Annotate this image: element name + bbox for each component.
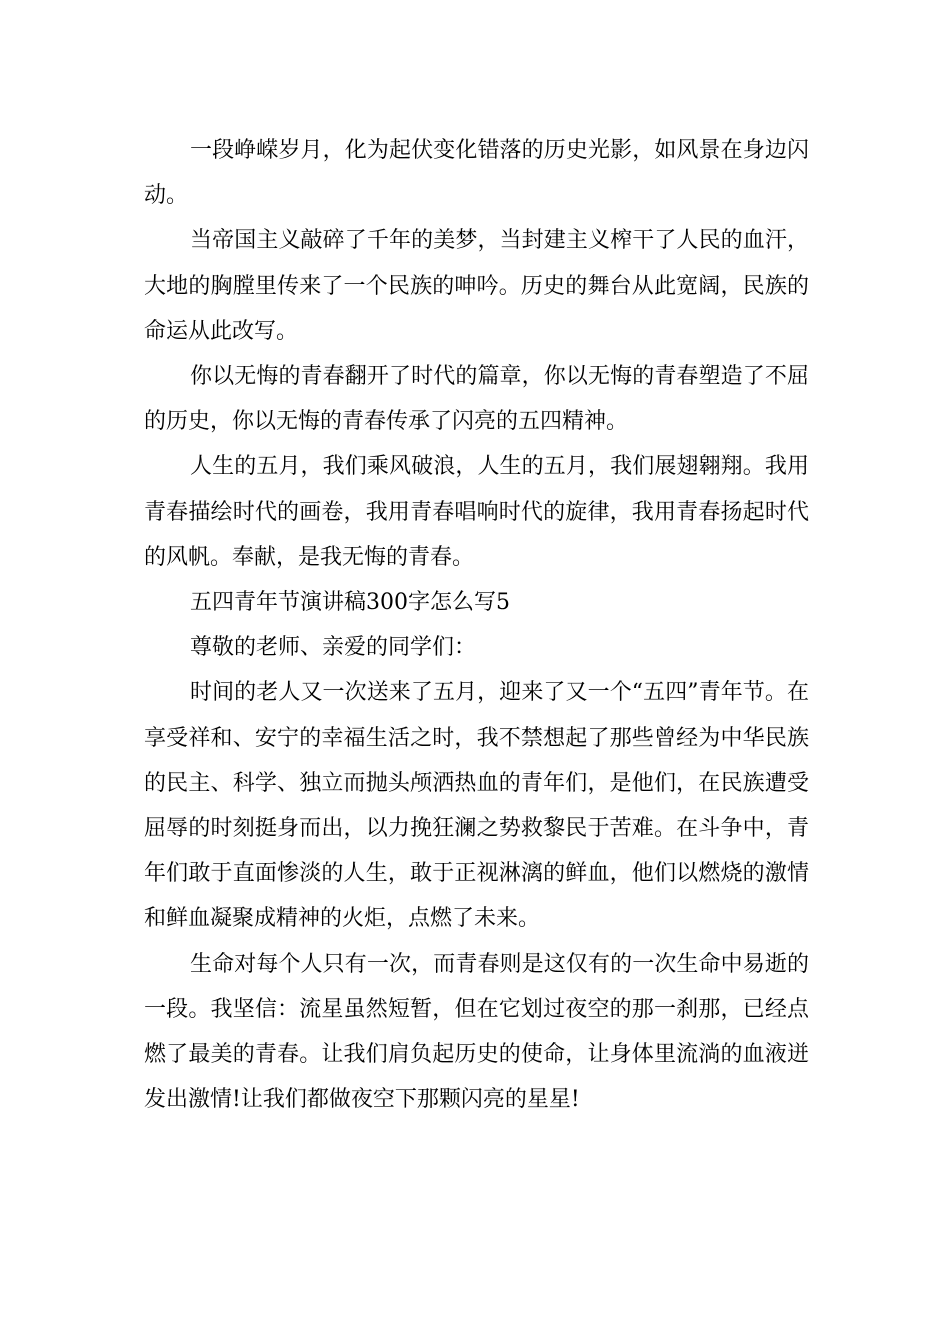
document-body	[144, 128, 809, 1122]
paragraph-2: 当帝国主义敲碎了千年的美梦，当封建主义榨干了人民的血汗，大地的胸膛里传来了一个民族的呻吟。历史的舞台从此宽阔，民族的命运从此改写。	[144, 228, 809, 344]
section-heading: 五四青年节演讲稿300字怎么写5	[190, 590, 510, 616]
salutation: 尊敬的老师、亲爱的同学们：	[190, 635, 477, 661]
paragraph-1: 一段峥嵘岁月，化为起伏变化错落的历史光影，如风景在身边闪动。	[144, 138, 809, 209]
paragraph-3: 你以无悔的青春翻开了时代的篇章，你以无悔的青春塑造了不屈的历史，你以无悔的青春传承了闪亮的五四精神。	[144, 364, 809, 435]
paragraph-7: 时间的老人又一次送来了五月，迎来了又一个“五四”青年节。在享受祥和、安宁的幸福生活之时，我不禁想起了那些曾经为中华民族的民主、科学、独立而抛头颅洒热血的青年们，是他们，在民族遭受屈辱的时刻挺身而出，以力挽狂澜之势救黎民于苦难。在斗争中，青年们敢于直面惨淡的人生，敢于正视淋漓的鲜血，他们以燃烧的激情和鲜血凝聚成精神的火炬，点燃了未来。	[144, 680, 809, 932]
paragraph-4: 人生的五月，我们乘风破浪，人生的五月，我们展翅翱翔。我用青春描绘时代的画卷，我用青春唱响时代的旋律，我用青春扬起时代的风帆。奉献，是我无悔的青春。	[144, 454, 809, 570]
paragraph-8: 生命对每个人只有一次，而青春则是这仅有的一次生命中易逝的一段。我坚信：流星虽然短暂，但在它划过夜空的那一刹那，已经点燃了最美的青春。让我们肩负起历史的使命，让身体里流淌的血液迸发出激情!让我们都做夜空下那颗闪亮的星星!	[144, 951, 809, 1113]
